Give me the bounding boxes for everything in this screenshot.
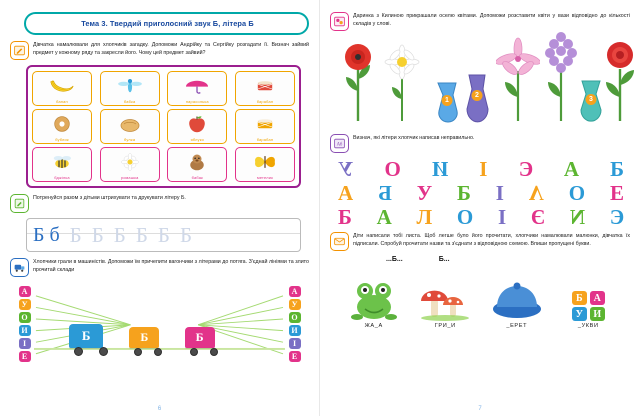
drum-icon bbox=[236, 75, 294, 97]
grid-letter[interactable]: У bbox=[416, 181, 433, 206]
trace-letter[interactable]: Б bbox=[69, 222, 82, 247]
picture-grid-row bbox=[32, 109, 295, 144]
letter-chip[interactable]: О bbox=[289, 312, 301, 323]
task-6 bbox=[330, 232, 630, 251]
grid-letter[interactable]: А bbox=[563, 157, 580, 181]
letter-chip[interactable]: И bbox=[19, 325, 31, 336]
picture-caption: яблуко bbox=[190, 137, 205, 142]
train-graphic bbox=[34, 292, 285, 362]
picture-cell[interactable] bbox=[100, 109, 160, 144]
grid-letter[interactable]: Є bbox=[518, 157, 533, 181]
abc-icon bbox=[330, 134, 349, 153]
task-2 bbox=[10, 194, 309, 213]
left-letter-column bbox=[18, 286, 31, 362]
picture-caption: бабка bbox=[123, 99, 136, 104]
grid-letter[interactable]: I bbox=[495, 181, 504, 206]
letter-chip[interactable]: А bbox=[590, 291, 605, 305]
butterfly-icon bbox=[236, 151, 294, 173]
grid-letter[interactable]: У bbox=[338, 157, 354, 181]
train-car[interactable]: Б bbox=[129, 327, 159, 348]
word-caption: ЖА_А bbox=[364, 323, 383, 330]
word-item-frog[interactable] bbox=[338, 265, 410, 329]
train-icon bbox=[10, 258, 29, 277]
grid-letter[interactable]: О bbox=[456, 205, 474, 230]
picture-cell[interactable] bbox=[167, 147, 227, 182]
grid-letter[interactable]: O bbox=[384, 157, 401, 181]
picture-caption: метелик bbox=[256, 175, 273, 180]
grid-letter[interactable]: Б bbox=[610, 157, 624, 181]
picture-cell[interactable] bbox=[235, 109, 295, 144]
trace-letter[interactable]: Б bbox=[113, 222, 126, 247]
letter-model: Б б bbox=[33, 223, 60, 246]
flower-poppy[interactable] bbox=[338, 35, 378, 126]
picture-grid-row bbox=[32, 147, 295, 182]
trace-letter[interactable]: Б bbox=[135, 222, 148, 247]
grid-letter[interactable]: V bbox=[528, 181, 544, 206]
grid-letter[interactable]: O bbox=[568, 181, 586, 206]
flower-daisy[interactable] bbox=[382, 41, 422, 126]
picture-caption: барабан bbox=[256, 99, 274, 104]
letter-chip[interactable]: Е bbox=[19, 351, 31, 362]
vase-2[interactable] bbox=[462, 73, 492, 128]
vase-number: 2 bbox=[472, 90, 483, 101]
letter-chip[interactable]: У bbox=[19, 299, 31, 310]
tracing-strip[interactable] bbox=[26, 218, 301, 252]
letter-chip[interactable]: Е bbox=[289, 351, 301, 362]
grid-letter[interactable]: А bbox=[338, 181, 354, 206]
task-6-text: Діти написали тобі листа. Щоб легше було його прочитати, хлопчики намалювали малюнки, дівчатка їх підписали. Спробуй прочитати назви та з'єднати з відповідною схемою. Впиши пропущені букви. bbox=[353, 233, 630, 247]
word-caption: ГРИ_И bbox=[434, 323, 456, 330]
task-5 bbox=[330, 134, 630, 153]
word-item-hat[interactable] bbox=[481, 265, 553, 329]
trace-letter[interactable]: Б bbox=[157, 222, 170, 247]
letter-chip[interactable]: О bbox=[19, 312, 31, 323]
svg-text:Аб: Аб bbox=[336, 142, 343, 148]
letter-icon bbox=[330, 232, 349, 251]
picture-caption: бублик bbox=[55, 137, 69, 142]
bagel-icon bbox=[33, 113, 91, 135]
letter-chip-column bbox=[590, 291, 605, 321]
trace-letter[interactable]: Б bbox=[91, 222, 104, 247]
picture-cell[interactable] bbox=[32, 109, 92, 144]
task-3 bbox=[10, 258, 309, 277]
page-number-right: 7 bbox=[478, 406, 482, 412]
vase-number: 3 bbox=[586, 94, 597, 105]
letter-chip[interactable]: І bbox=[19, 338, 31, 349]
picture-cell[interactable] bbox=[100, 71, 160, 106]
grid-letter[interactable]: Б bbox=[457, 181, 471, 206]
bun-icon bbox=[101, 113, 159, 135]
grid-letter[interactable]: И bbox=[431, 157, 449, 181]
vase-number: 1 bbox=[442, 95, 453, 106]
grid-letter[interactable]: Б bbox=[338, 205, 352, 230]
picture-grid-row bbox=[32, 71, 295, 106]
task-1-text: Дівчатка намалювали для хлопчиків загадку. Допоможи Андрійку та Сергійку розгадати її. Визнач зайвий предмет у кожному ряду та закресли його. Чому цей предмет зайвий? bbox=[33, 42, 309, 56]
picture-cell[interactable] bbox=[167, 71, 227, 106]
grid-letter[interactable]: Є bbox=[609, 205, 624, 230]
letters-row bbox=[338, 158, 624, 180]
banana-icon bbox=[33, 75, 91, 97]
letters-row bbox=[338, 206, 624, 228]
train-car[interactable]: Б bbox=[185, 327, 215, 348]
page-number-left: 6 bbox=[157, 406, 162, 412]
hat-icon bbox=[481, 265, 553, 321]
word-caption: _УКВИ bbox=[577, 323, 599, 330]
picture-caption: банан bbox=[56, 99, 68, 104]
picture-cell[interactable] bbox=[100, 147, 160, 182]
scheme-right: Б... bbox=[438, 256, 450, 264]
wheel-icon bbox=[210, 348, 218, 356]
letter-chip[interactable]: Б bbox=[572, 291, 587, 305]
frog-icon bbox=[338, 265, 410, 321]
grid-letter[interactable]: I bbox=[497, 205, 507, 230]
word-item-letters[interactable] bbox=[553, 265, 625, 329]
trace-letter[interactable]: Б bbox=[179, 222, 193, 247]
mushrooms-icon bbox=[410, 265, 482, 321]
letter-chip[interactable]: И bbox=[590, 307, 605, 321]
topic-banner: Тема 3. Твердий приголосний звук Б, літера Б bbox=[24, 12, 309, 35]
pen-icon bbox=[10, 194, 29, 213]
wheel-icon bbox=[190, 348, 198, 356]
picture-caption: бджілка bbox=[54, 175, 70, 180]
grid-letter[interactable]: А bbox=[376, 205, 392, 230]
letter-chip-column bbox=[572, 291, 587, 321]
word-caption: _ЕРЕТ bbox=[506, 323, 528, 330]
flowers-vases-activity[interactable] bbox=[336, 36, 626, 132]
right-page bbox=[320, 0, 640, 416]
picture-caption: барабан bbox=[256, 137, 274, 142]
letters-blocks-icon bbox=[553, 265, 625, 321]
picture-caption: бабак bbox=[191, 175, 203, 180]
picture-cell[interactable] bbox=[32, 71, 92, 106]
word-picture-row bbox=[338, 265, 624, 329]
task-3-text: Хлопчики грали в машиністів. Допоможи їм причепити вагончики з літерами до потяга. З'єднай лініями та злито прочитай склади bbox=[33, 259, 309, 273]
scheme-left: ...Б... bbox=[386, 256, 403, 264]
vase-3[interactable] bbox=[576, 79, 606, 128]
bee-icon bbox=[33, 151, 91, 173]
picture-grid bbox=[26, 65, 301, 188]
letters-row bbox=[338, 182, 624, 204]
vase-1[interactable] bbox=[432, 81, 462, 128]
picture-caption: парасолька bbox=[185, 99, 209, 104]
grid-letter[interactable]: Е bbox=[609, 181, 624, 206]
grid-letter[interactable]: Є bbox=[530, 205, 546, 230]
umbrella-icon bbox=[168, 75, 226, 97]
task-4 bbox=[330, 12, 630, 31]
picture-cell[interactable] bbox=[235, 71, 295, 106]
task-4-text: Даринка з Килиною прикрашали оселю квітами. Допоможи розставити квіти у вази відповідно до кількості складів у слові. bbox=[353, 13, 630, 27]
picture-cell[interactable] bbox=[235, 147, 295, 182]
flower-lily[interactable] bbox=[496, 37, 540, 126]
task-2-text: Потренуйся разом з дітьми штрихувати та друкувати літеру Б. bbox=[33, 195, 186, 201]
grid-letter[interactable]: Б bbox=[378, 181, 392, 206]
pencil-icon bbox=[10, 41, 29, 60]
picture-caption: булка bbox=[124, 137, 136, 142]
drum-icon bbox=[236, 113, 294, 135]
task-1 bbox=[10, 41, 309, 60]
daisy-icon bbox=[101, 151, 159, 173]
marmot-icon bbox=[168, 151, 226, 173]
picture-cell[interactable] bbox=[167, 109, 227, 144]
task-5-text: Визнач, які літери хлопчик написав неправильно. bbox=[353, 135, 475, 141]
grid-letter[interactable]: Л bbox=[416, 205, 433, 230]
picture-caption: ромашка bbox=[120, 175, 139, 180]
flowers-icon bbox=[330, 12, 349, 31]
picture-cell[interactable] bbox=[32, 147, 92, 182]
letter-chip[interactable]: И bbox=[289, 325, 301, 336]
word-item-mushrooms[interactable] bbox=[410, 265, 482, 329]
apple-icon bbox=[168, 113, 226, 135]
letter-chip[interactable]: У bbox=[572, 307, 587, 321]
letter-chip[interactable]: У bbox=[289, 299, 301, 310]
dragonfly-icon bbox=[101, 75, 159, 97]
letter-chip[interactable]: І bbox=[289, 338, 301, 349]
letter-chip[interactable]: А bbox=[289, 286, 301, 297]
letter-chip[interactable]: А bbox=[19, 286, 31, 297]
letters-grid[interactable] bbox=[338, 158, 624, 228]
syllable-schemes bbox=[338, 256, 624, 263]
train-activity[interactable] bbox=[16, 282, 303, 368]
grid-letter[interactable]: N bbox=[569, 205, 585, 230]
train-car[interactable]: Б bbox=[69, 324, 103, 348]
grid-letter[interactable]: I bbox=[479, 157, 488, 181]
right-letter-column bbox=[288, 286, 301, 362]
